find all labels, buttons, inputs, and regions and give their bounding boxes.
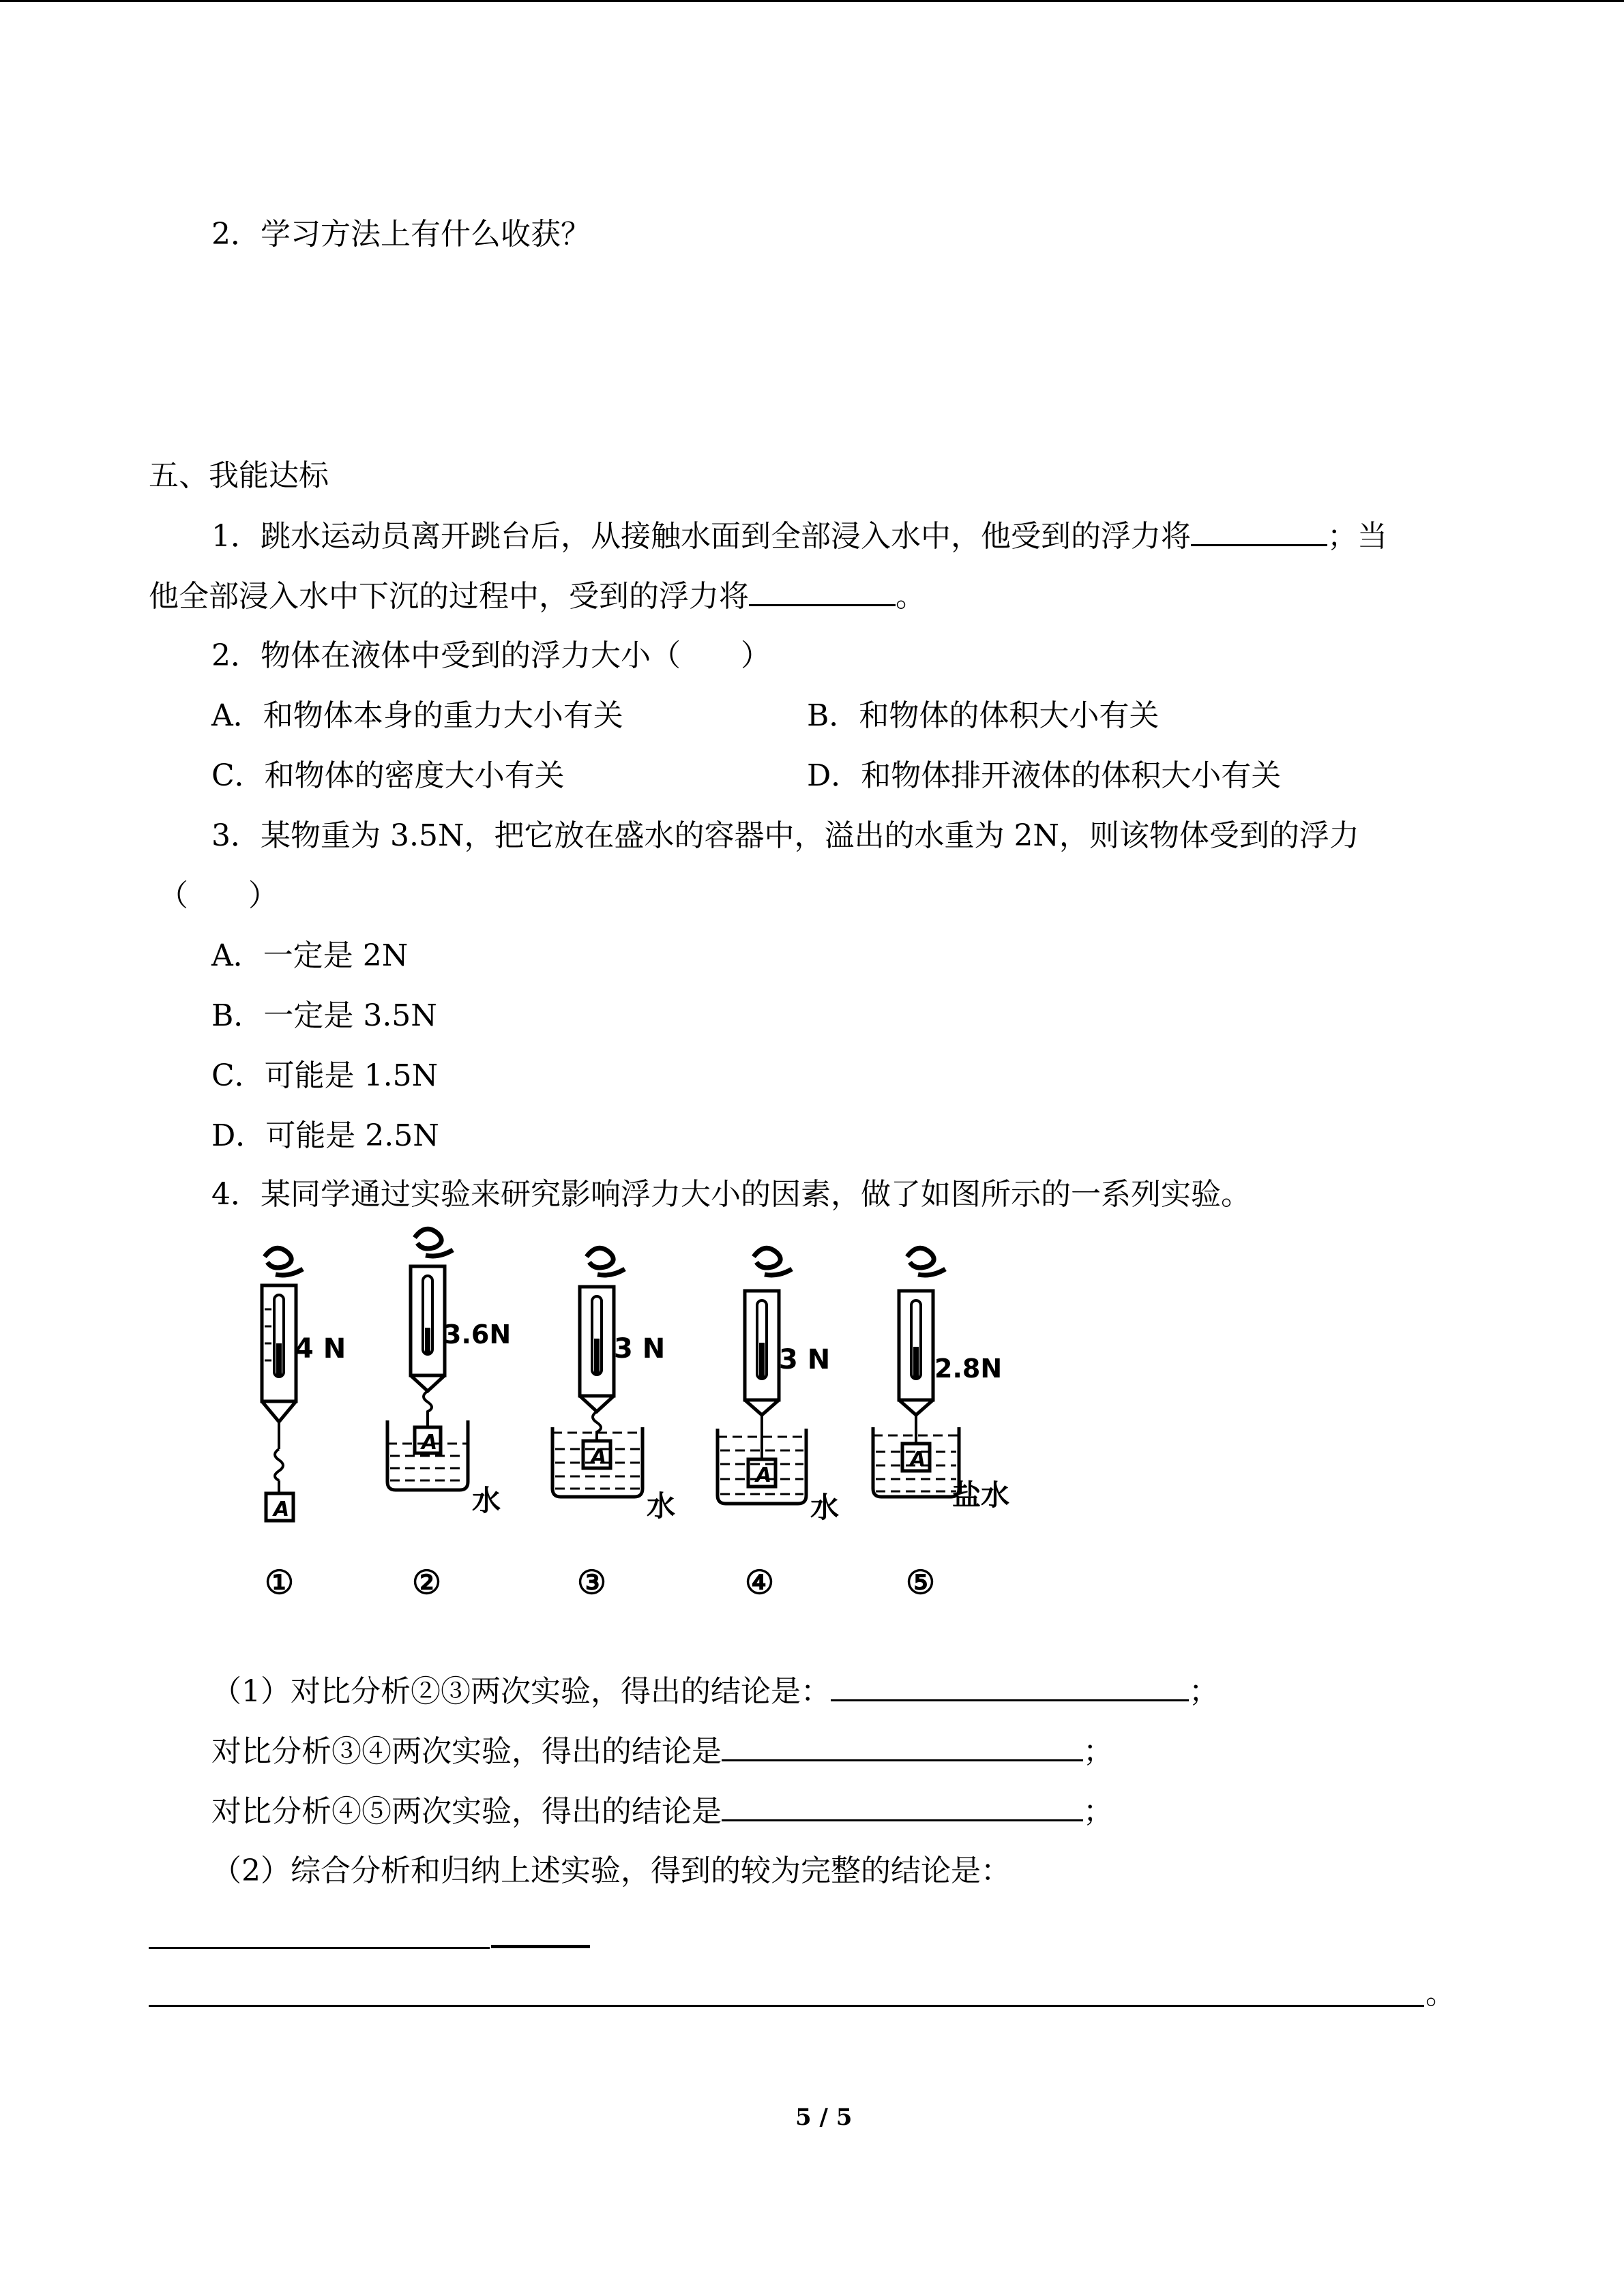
- buoyancy-experiment-figure: [232, 1224, 1037, 1620]
- experiment-number-1: ①: [265, 1564, 295, 1602]
- question-3-stem-line-1: 3．某物重为 3.5N，把它放在盛水的容器中，溢出的水重为 2N，则该物体受到的浮力: [211, 818, 1359, 853]
- experiment-number-3: ③: [577, 1564, 607, 1602]
- experiment-number-2: ②: [412, 1564, 442, 1602]
- liquid-label-2: 水: [472, 1484, 501, 1517]
- answer-line-1a[interactable]: [149, 1947, 490, 1949]
- liquid-label-3: 水: [647, 1489, 676, 1523]
- reading-3: 3 N: [614, 1333, 666, 1365]
- sub-1-text-c: 对比分析④⑤两次实验，得出的结论是: [211, 1794, 722, 1829]
- answer-blank-q1a[interactable]: [1191, 517, 1327, 546]
- question-2-option-d: D．和物体排开液体的体积大小有关: [807, 758, 1282, 793]
- sub-1-text-b: 对比分析③④两次实验，得出的结论是: [211, 1734, 722, 1769]
- answer-line-1b[interactable]: [491, 1945, 590, 1948]
- reflection-question-2: 2．学习方法上有什么收获？: [211, 217, 591, 252]
- question-1-text-d: 。: [896, 579, 926, 614]
- question-1-text-b: ；当: [1327, 519, 1387, 554]
- sub-1-text-a: （1）对比分析②③两次实验，得出的结论是：: [211, 1674, 831, 1709]
- question-3-option-c: C．可能是 1.5N: [211, 1058, 439, 1093]
- question-2-stem: 2．物体在液体中受到的浮力大小（ ）: [211, 638, 771, 673]
- answer-blank-sub1a[interactable]: [831, 1672, 1189, 1701]
- question-1-text-a: 1．跳水运动员离开跳台后，从接触水面到全部浸入水中，他受到的浮力将: [211, 519, 1191, 554]
- page-top-border: [0, 0, 1624, 2]
- question-3-option-d: D．可能是 2.5N: [211, 1118, 439, 1153]
- block-label-4: A: [756, 1463, 772, 1487]
- experiment-number-4: ④: [745, 1564, 775, 1602]
- question-3-option-a: A．一定是 2N: [211, 938, 409, 973]
- question-1-line-1: [211, 517, 1387, 556]
- reading-4: 3 N: [779, 1344, 831, 1375]
- question-3-option-b: B．一定是 3.5N: [211, 998, 437, 1033]
- sub-1-end-a: ；: [1189, 1674, 1219, 1709]
- block-label-1: A: [274, 1497, 290, 1521]
- question-4-sub-1-line-c: [211, 1792, 1113, 1831]
- question-3-stem-line-2: （ ）: [158, 878, 278, 913]
- page-number: 5 / 5: [795, 2104, 853, 2131]
- answer-line-2[interactable]: [149, 2005, 1424, 2007]
- question-2-option-b: B．和物体的体积大小有关: [807, 698, 1160, 733]
- question-4-stem: 4．某同学通过实验来研究影响浮力大小的因素，做了如图所示的一系列实验。: [211, 1177, 1251, 1212]
- block-label-3: A: [591, 1445, 607, 1469]
- answer-blank-q1b[interactable]: [749, 577, 896, 606]
- question-2-option-c: C．和物体的密度大小有关: [211, 758, 565, 793]
- question-1-text-c: 他全部浸入水中下沉的过程中，受到的浮力将: [149, 579, 749, 614]
- block-label-2: A: [422, 1431, 438, 1455]
- section-heading: 五、我能达标: [149, 458, 329, 493]
- answer-blank-sub1c[interactable]: [722, 1792, 1083, 1821]
- question-4-sub-1-line-b: [211, 1732, 1113, 1771]
- liquid-label-4: 水: [810, 1491, 840, 1524]
- answer-blank-sub1b[interactable]: [722, 1732, 1083, 1761]
- sub-1-end-b: ；: [1083, 1734, 1113, 1769]
- question-4-sub-1-line-a: [211, 1672, 1219, 1711]
- final-period: 。: [1426, 1976, 1456, 2011]
- block-label-5: A: [910, 1448, 926, 1472]
- experiment-number-5: ⑤: [906, 1564, 936, 1602]
- question-1-line-2: [149, 577, 926, 616]
- apparatus-1-in-air: [262, 1248, 303, 1521]
- sub-1-end-c: ；: [1083, 1794, 1113, 1829]
- liquid-label-5: 盐水: [952, 1478, 1010, 1512]
- question-2-option-a: A．和物体本身的重力大小有关: [211, 698, 623, 733]
- reading-5: 2.8N: [934, 1354, 1003, 1384]
- reading-2: 3.6N: [443, 1320, 512, 1350]
- question-4-sub-2: （2）综合分析和归纳上述实验，得到的较为完整的结论是：: [211, 1853, 1011, 1888]
- reading-1: 4 N: [295, 1333, 346, 1365]
